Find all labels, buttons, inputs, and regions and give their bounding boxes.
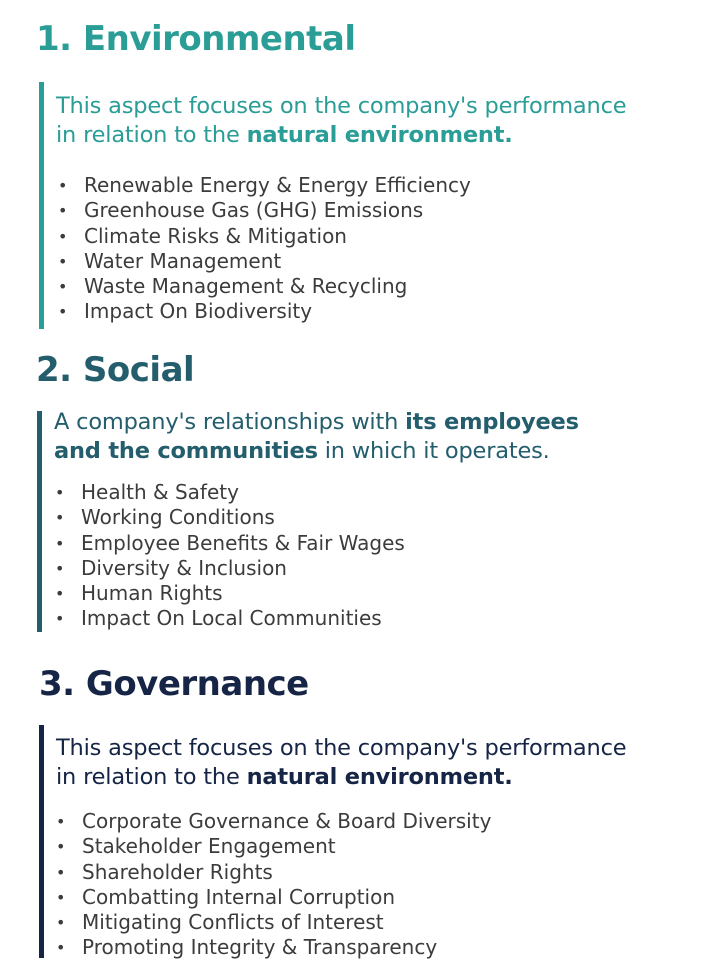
list-item-label: Working Conditions bbox=[81, 505, 275, 530]
list-item bbox=[56, 809, 491, 834]
intro-emphasis: natural environment. bbox=[246, 122, 513, 148]
list-item bbox=[55, 531, 405, 556]
intro-text: in which it operates. bbox=[317, 438, 550, 464]
list-item-label: Stakeholder Engagement bbox=[82, 834, 336, 859]
list-item-label: Corporate Governance & Board Diversity bbox=[82, 809, 492, 833]
list-item-label: Diversity & Inclusion bbox=[81, 555, 287, 580]
bullet-list bbox=[56, 809, 491, 961]
list-item bbox=[56, 935, 491, 960]
section-heading: 3. Governance bbox=[39, 664, 309, 704]
bullet-icon: • bbox=[56, 862, 66, 882]
list-item-label: Promoting Integrity & Transparency bbox=[82, 935, 438, 960]
list-item-label: Mitigating Conflicts of Interest bbox=[82, 910, 384, 935]
list-item bbox=[56, 834, 491, 859]
section-intro bbox=[56, 734, 626, 792]
list-item bbox=[58, 274, 471, 299]
list-item bbox=[58, 224, 471, 249]
bullet-icon: • bbox=[56, 887, 66, 907]
intro-text: This aspect focuses on the company's performance bbox=[56, 735, 627, 761]
bullet-icon: • bbox=[55, 483, 65, 502]
bullet-icon: • bbox=[58, 277, 68, 297]
accent-bar bbox=[37, 411, 42, 632]
bullet-icon: • bbox=[56, 938, 66, 958]
section-intro bbox=[56, 92, 626, 150]
list-item bbox=[55, 606, 405, 631]
list-item-label: Health & Safety bbox=[81, 480, 239, 504]
list-item-label: Impact On Biodiversity bbox=[84, 299, 313, 324]
bullet-list bbox=[55, 480, 405, 632]
bullet-icon: • bbox=[55, 584, 65, 604]
accent-bar bbox=[39, 725, 44, 958]
bullet-icon: • bbox=[55, 609, 65, 629]
list-item-label: Impact On Local Communities bbox=[81, 606, 382, 631]
list-item-label: Employee Benefits & Fair Wages bbox=[81, 530, 405, 555]
bullet-icon: • bbox=[56, 913, 66, 933]
bullet-icon: • bbox=[58, 226, 68, 246]
bullet-icon: • bbox=[58, 302, 68, 322]
list-item-label: Shareholder Rights bbox=[82, 859, 273, 884]
list-item-label: Renewable Energy & Energy Efficiency bbox=[84, 173, 471, 197]
list-item-label: Greenhouse Gas (GHG) Emissions bbox=[84, 198, 424, 223]
bullet-icon: • bbox=[58, 201, 68, 221]
intro-text: This aspect focuses on the company's performance bbox=[56, 93, 627, 119]
list-item bbox=[55, 556, 405, 581]
bullet-icon: • bbox=[56, 837, 66, 857]
bullet-icon: • bbox=[55, 508, 65, 528]
section-heading: 2. Social bbox=[36, 350, 195, 390]
intro-emphasis: its employees bbox=[405, 409, 579, 435]
list-item-label: Waste Management & Recycling bbox=[84, 274, 408, 299]
bullet-icon: • bbox=[55, 558, 65, 578]
list-item bbox=[56, 910, 491, 935]
list-item bbox=[58, 299, 471, 324]
intro-text: in relation to the bbox=[56, 764, 247, 790]
intro-text: in relation to the bbox=[56, 122, 247, 148]
bullet-list bbox=[58, 173, 471, 325]
intro-emphasis: and the communities bbox=[54, 438, 318, 464]
intro-emphasis: natural environment. bbox=[246, 764, 513, 790]
intro-text: A company's relationships with bbox=[54, 409, 406, 435]
section-intro bbox=[54, 408, 579, 466]
bullet-icon: • bbox=[58, 251, 68, 271]
list-item bbox=[55, 480, 405, 505]
list-item bbox=[55, 581, 405, 606]
bullet-icon: • bbox=[58, 176, 68, 195]
list-item bbox=[58, 249, 471, 274]
list-item-label: Climate Risks & Mitigation bbox=[84, 223, 347, 248]
accent-bar bbox=[39, 82, 44, 329]
list-item bbox=[58, 198, 471, 223]
list-item-label: Water Management bbox=[84, 248, 282, 273]
list-item bbox=[56, 885, 491, 910]
list-item bbox=[56, 860, 491, 885]
list-item bbox=[55, 505, 405, 530]
bullet-icon: • bbox=[55, 533, 65, 553]
list-item-label: Human Rights bbox=[81, 581, 223, 606]
list-item bbox=[58, 173, 471, 198]
section-heading: 1. Environmental bbox=[36, 19, 356, 59]
bullet-icon: • bbox=[56, 812, 66, 831]
list-item-label: Combatting Internal Corruption bbox=[82, 884, 396, 909]
